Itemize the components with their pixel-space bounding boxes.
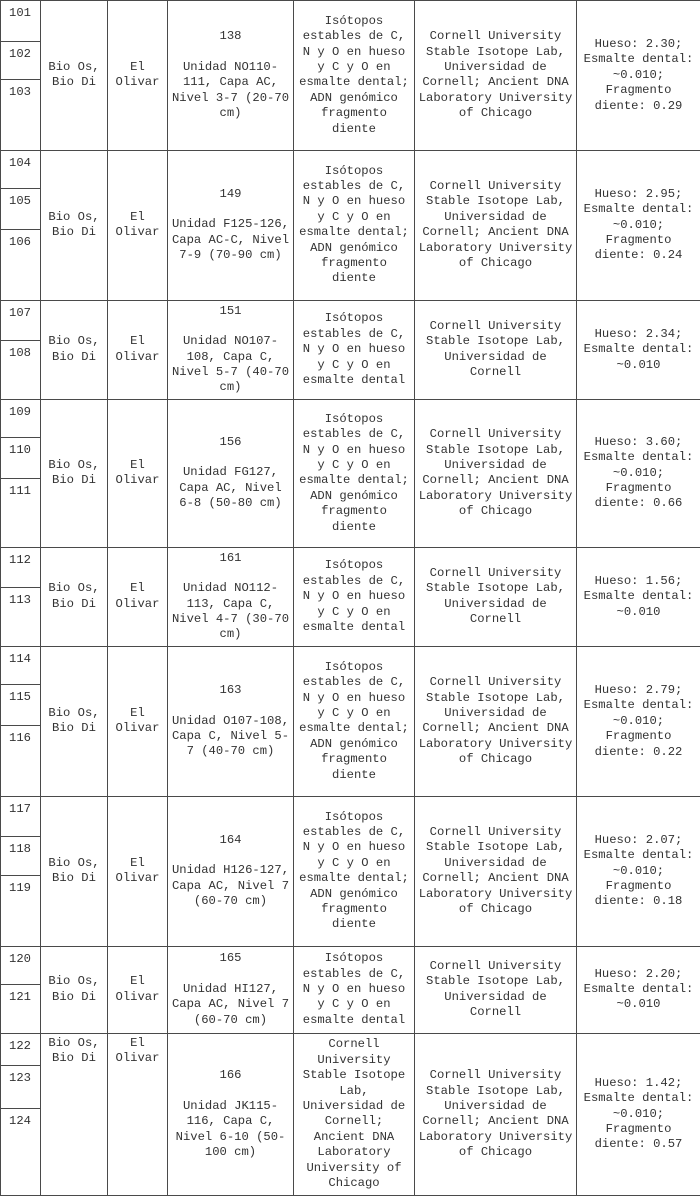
sample-id: 161 xyxy=(219,550,242,565)
site-cell: El Olivar xyxy=(108,646,168,796)
sample-cell xyxy=(168,646,294,796)
laboratory-cell: Cornell University Stable Isotope Lab, Universidad de Cornell; Ancient DNA Laboratory University of Chicago xyxy=(415,646,577,796)
row-number: 107 xyxy=(1,300,41,341)
row-number: 101 xyxy=(1,1,41,42)
site-cell: El Olivar xyxy=(108,1,168,151)
row-number: 121 xyxy=(1,985,41,1034)
row-number: 114 xyxy=(1,646,41,684)
analysis-cell: Isótopos estables de C, N y O en hueso y C y O en esmalte dental; ADN genómico fragmento diente xyxy=(294,796,415,946)
site-cell: El Olivar xyxy=(108,547,168,646)
analysis-cell: Isótopos estables de C, N y O en hueso y C y O en esmalte dental xyxy=(294,300,415,399)
sample-type-cell: Bio Os, Bio Di xyxy=(41,646,108,796)
laboratory-cell: Cornell University Stable Isotope Lab, Universidad de Cornell; Ancient DNA Laboratory University of Chicago xyxy=(415,150,577,300)
sample-cell xyxy=(168,300,294,399)
row-number: 112 xyxy=(1,547,41,588)
sample-type-cell: Bio Os, Bio Di xyxy=(41,1033,108,1195)
site-cell: El Olivar xyxy=(108,946,168,1033)
sample-cell xyxy=(168,547,294,646)
site-cell: El Olivar xyxy=(108,399,168,547)
samples-table-body xyxy=(1,1,700,1196)
sample-id: 149 xyxy=(219,186,242,201)
site-cell: El Olivar xyxy=(108,796,168,946)
laboratory-cell: Cornell University Stable Isotope Lab, Universidad de Cornell xyxy=(415,946,577,1033)
sample-cell xyxy=(168,946,294,1033)
row-number: 123 xyxy=(1,1066,41,1109)
row-number: 118 xyxy=(1,837,41,875)
sample-location: Unidad NO107-108, Capa C, Nivel 5-7 (40-70 cm) xyxy=(171,334,290,395)
table-row xyxy=(1,547,700,588)
row-number: 104 xyxy=(1,150,41,188)
quantity-cell: Hueso: 3.60; Esmalte dental: ~0.010; Fragmento diente: 0.66 xyxy=(577,399,700,547)
sample-cell xyxy=(168,1,294,151)
sample-cell xyxy=(168,796,294,946)
quantity-cell: Hueso: 2.34; Esmalte dental: ~0.010 xyxy=(577,300,700,399)
analysis-cell: Isótopos estables de C, N y O en hueso y C y O en esmalte dental; ADN genómico fragmento diente xyxy=(294,150,415,300)
row-number: 115 xyxy=(1,685,41,726)
sample-id: 165 xyxy=(219,951,242,966)
sample-location: Unidad HI127, Capa AC, Nivel 7 (60-70 cm) xyxy=(171,981,290,1027)
site-cell: El Olivar xyxy=(108,1033,168,1195)
sample-cell xyxy=(168,1033,294,1195)
sample-type-cell: Bio Os, Bio Di xyxy=(41,796,108,946)
sample-cell xyxy=(168,399,294,547)
table-row xyxy=(1,150,700,188)
row-number: 106 xyxy=(1,229,41,300)
row-number: 122 xyxy=(1,1033,41,1065)
table-row xyxy=(1,1033,700,1065)
analysis-cell: Isótopos estables de C, N y O en hueso y C y O en esmalte dental; ADN genómico fragmento diente xyxy=(294,1,415,151)
sample-location: Unidad FG127, Capa AC, Nivel 6-8 (50-80 cm) xyxy=(179,465,282,511)
analysis-cell: Isótopos estables de C, N y O en hueso y C y O en esmalte dental; ADN genómico fragmento diente xyxy=(294,646,415,796)
row-number: 102 xyxy=(1,41,41,79)
laboratory-cell: Cornell University Stable Isotope Lab, Universidad de Cornell xyxy=(415,300,577,399)
sample-location: Unidad H126-127, Capa AC, Nivel 7 (60-70 cm) xyxy=(171,863,290,909)
sample-id: 163 xyxy=(219,683,242,698)
sample-type-cell: Bio Os, Bio Di xyxy=(41,946,108,1033)
row-number: 105 xyxy=(1,189,41,230)
row-number: 108 xyxy=(1,341,41,400)
site-cell: El Olivar xyxy=(108,150,168,300)
row-number: 117 xyxy=(1,796,41,837)
laboratory-cell: Cornell University Stable Isotope Lab, Universidad de Cornell; Ancient DNA Laboratory University of Chicago xyxy=(415,796,577,946)
analysis-cell: Isótopos estables de C, N y O en hueso y C y O en esmalte dental xyxy=(294,547,415,646)
row-number: 103 xyxy=(1,79,41,150)
sample-cell xyxy=(168,150,294,300)
row-number: 113 xyxy=(1,588,41,647)
row-number: 110 xyxy=(1,438,41,479)
quantity-cell: Hueso: 2.20; Esmalte dental: ~0.010 xyxy=(577,946,700,1033)
table-row xyxy=(1,300,700,341)
sample-id: 156 xyxy=(219,435,242,450)
laboratory-cell: Cornell University Stable Isotope Lab, Universidad de Cornell; Ancient DNA Laboratory University of Chicago xyxy=(415,1033,577,1195)
quantity-cell: Hueso: 1.56; Esmalte dental: ~0.010 xyxy=(577,547,700,646)
sample-location: Unidad NO110-111, Capa AC, Nivel 3-7 (20-70 cm) xyxy=(171,59,290,121)
analysis-cell: Cornell University Stable Isotope Lab, Universidad de Cornell; Ancient DNA Laboratory University of Chicago xyxy=(294,1033,415,1195)
laboratory-cell: Cornell University Stable Isotope Lab, Universidad de Cornell; Ancient DNA Laboratory University of Chicago xyxy=(415,399,577,547)
sample-id: 164 xyxy=(219,832,242,847)
analysis-cell: Isótopos estables de C, N y O en hueso y C y O en esmalte dental; ADN genómico fragmento diente xyxy=(294,399,415,547)
row-number: 111 xyxy=(1,478,41,547)
sample-location: Unidad JK115-116, Capa C, Nivel 6-10 (50-100 cm) xyxy=(175,1098,286,1159)
row-number: 116 xyxy=(1,725,41,796)
table-row xyxy=(1,399,700,437)
sample-id: 151 xyxy=(219,303,242,318)
sample-type-cell: Bio Os, Bio Di xyxy=(41,150,108,300)
row-number: 109 xyxy=(1,399,41,437)
table-row xyxy=(1,796,700,837)
quantity-cell: Hueso: 2.79; Esmalte dental: ~0.010; Fragmento diente: 0.22 xyxy=(577,646,700,796)
row-number: 120 xyxy=(1,946,41,984)
row-number: 124 xyxy=(1,1108,41,1195)
sample-type-cell: Bio Os, Bio Di xyxy=(41,547,108,646)
quantity-cell: Hueso: 2.95; Esmalte dental: ~0.010; Fragmento diente: 0.24 xyxy=(577,150,700,300)
site-cell: El Olivar xyxy=(108,300,168,399)
sample-type-cell: Bio Os, Bio Di xyxy=(41,1,108,151)
row-number: 119 xyxy=(1,875,41,946)
laboratory-cell: Cornell University Stable Isotope Lab, Universidad de Cornell; Ancient DNA Laboratory University of Chicago xyxy=(415,1,577,151)
sample-type-cell: Bio Os, Bio Di xyxy=(41,399,108,547)
table-row xyxy=(1,1,700,42)
quantity-cell: Hueso: 1.42; Esmalte dental: ~0.010; Fragmento diente: 0.57 xyxy=(577,1033,700,1195)
laboratory-cell: Cornell University Stable Isotope Lab, Universidad de Cornell xyxy=(415,547,577,646)
quantity-cell: Hueso: 2.07; Esmalte dental: ~0.010; Fragmento diente: 0.18 xyxy=(577,796,700,946)
analysis-cell: Isótopos estables de C, N y O en hueso y C y O en esmalte dental xyxy=(294,946,415,1033)
quantity-cell: Hueso: 2.30; Esmalte dental: ~0.010; Fragmento diente: 0.29 xyxy=(577,1,700,151)
sample-type-cell: Bio Os, Bio Di xyxy=(41,300,108,399)
table-row xyxy=(1,646,700,684)
sample-id: 138 xyxy=(219,29,242,44)
sample-location: Unidad O107-108, Capa C, Nivel 5-7 (40-70 cm) xyxy=(171,713,290,759)
table-row xyxy=(1,946,700,984)
sample-location: Unidad F125-126, Capa AC-C, Nivel 7-9 (70-90 cm) xyxy=(171,217,290,263)
sample-id: 166 xyxy=(219,1068,242,1083)
sample-location: Unidad NO112-113, Capa C, Nivel 4-7 (30-70 cm) xyxy=(171,581,290,642)
